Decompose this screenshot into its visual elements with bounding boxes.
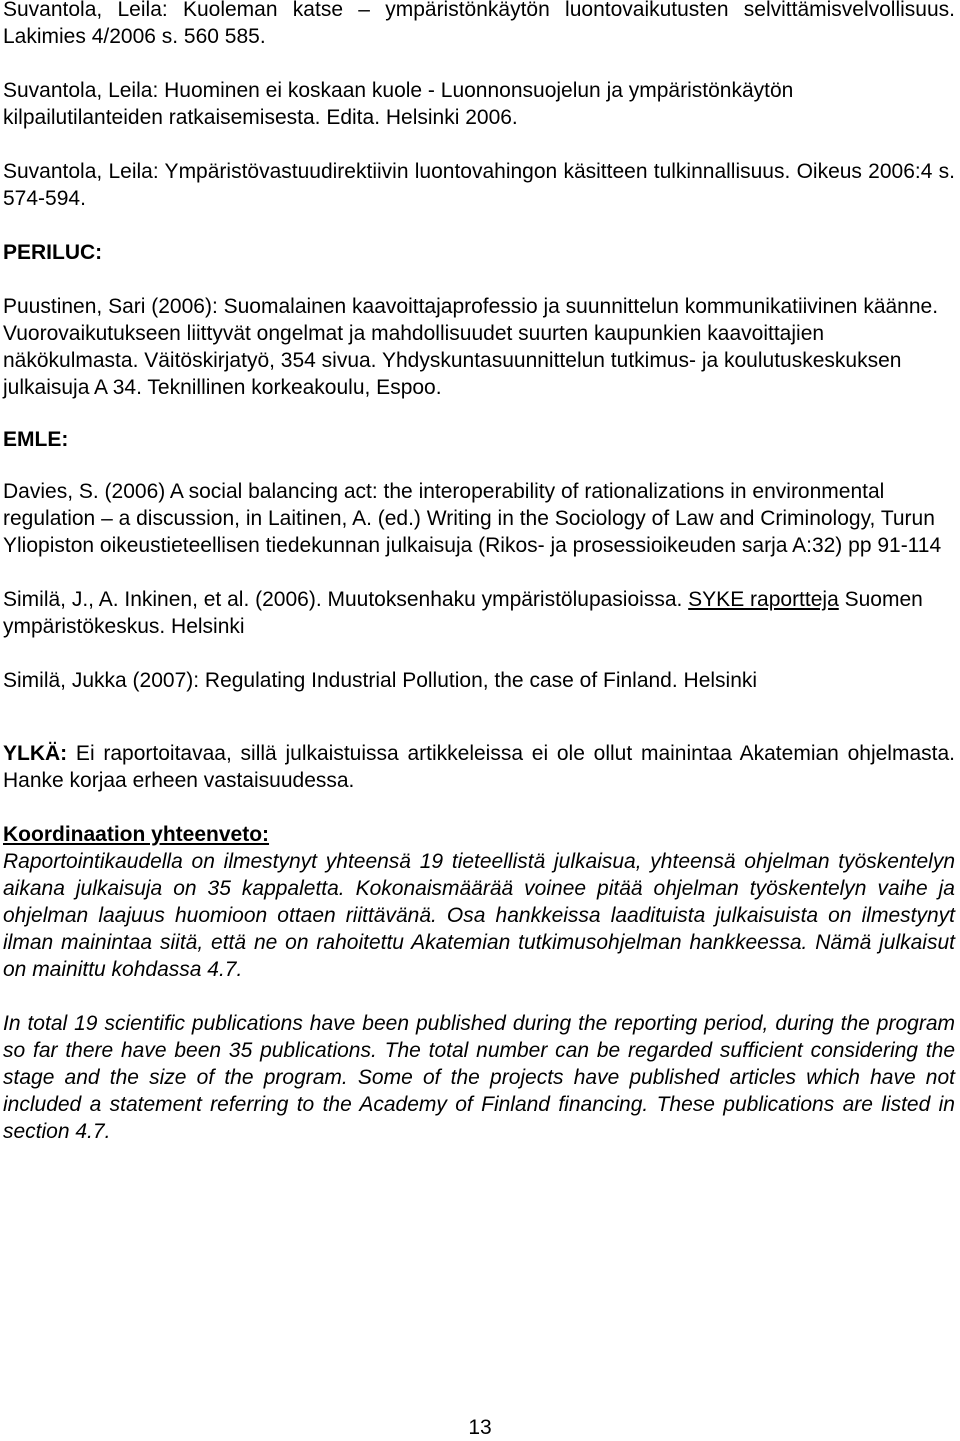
reference-puustinen: Puustinen, Sari (2006): Suomalainen kaavoittajaprofessio ja suunnittelun kommunikatiivinen käänne. Vuorovaikutukseen liittyvät ongelmat ja mahdollisuudet suurten kaupunkien kaavoittajien näkökulmasta. Väitöskirjatyö, 354 sivua. Yhdyskuntasuunnittelun tutkimus- ja koulutuskeskuksen julkaisuja A 34. Teknillinen korkeakoulu, Espoo. xyxy=(3,295,939,399)
summary-heading: Koordinaation yhteenveto: xyxy=(3,823,270,846)
syke-raportteja-text: SYKE raportteja xyxy=(688,588,839,611)
reference-simila-2006-text: Similä, J., A. Inkinen, et al. (2006). Muutoksenhaku ympäristölupasioissa. xyxy=(3,588,689,611)
document-page xyxy=(3,0,955,1145)
reference-davies: Davies, S. (2006) A social balancing act: the interoperability of rationalizations in environmental regulation – a discussion, in Laitinen, A. (ed.) Writing in the Sociology of Law and Criminology, Turun Yliopiston oikeustieteellisen tiedekunnan julkaisuja (Rikos- ja prosessioikeuden sarja A:32) pp 91-114 xyxy=(3,480,942,557)
summary-finnish: Raportointikaudella on ilmestynyt yhteensä 19 tieteellistä julkaisua, yhteensä ohjelman työskentelyn aikana julkaisuja on 35 kappaletta. Kokonaismäärää voinee pitää ohjelman työskentelyn vaihe ja ohjelman laajuus huomioon ottaen riittävänä. Osa hankkeissa laadituista julkaisuista on ilmestynyt ilman mainintaa siitä, että ne on rahoitettu Akatemian tutkimusohjelman hankkeessa. Nämä julkaisut on mainittu kohdassa 4.7. xyxy=(3,850,955,981)
section-heading-ylka: YLKÄ: xyxy=(3,742,68,765)
summary-english: In total 19 scientific publications have been published during the reporting period, during the program so far there have been 35 publications. The total number can be regarded sufficient considering the stage and the size of the program. Some of the projects have published articles which have not included a statement referring to the Academy of Finland financing. These publications are listed in section 4.7. xyxy=(3,1012,955,1143)
reference-simila-2006-publisher: Suomen ympäristökeskus. Helsinki xyxy=(3,588,923,638)
reference-suvantola-kuoleman-katse: Suvantola, Leila: Kuoleman katse – ympäristönkäytön luontovaikutusten selvittämisvelvollisuus. Lakimies 4/2006 s. 560 585. xyxy=(3,0,955,48)
reference-suvantola-huominen: Suvantola, Leila: Huominen ei koskaan kuole - Luonnonsuojelun ja ympäristönkäytön kilpailutilanteiden ratkaisemisesta. Edita. Helsinki 2006. xyxy=(3,79,794,129)
ylka-text: Ei raportoitavaa, sillä julkaistuissa artikkeleissa ei ole ollut mainintaa Akatemian ohjelmasta. Hanke korjaa erheen vastaisuudessa. xyxy=(3,742,955,792)
section-heading-periluc: PERILUC: xyxy=(3,241,103,264)
page-number: 13 xyxy=(468,1416,492,1439)
reference-simila-2007: Similä, Jukka (2007): Regulating Industrial Pollution, the case of Finland. Helsinki xyxy=(3,669,758,692)
ylka-paragraph xyxy=(3,740,955,794)
reference-simila-2006 xyxy=(3,586,955,640)
section-heading-emle: EMLE: xyxy=(3,428,69,451)
reference-suvantola-ymparistovastuu: Suvantola, Leila: Ympäristövastuudirektiivin luontovahingon käsitteen tulkinnallisuus. Oikeus 2006:4 s. 574-594. xyxy=(3,160,955,210)
